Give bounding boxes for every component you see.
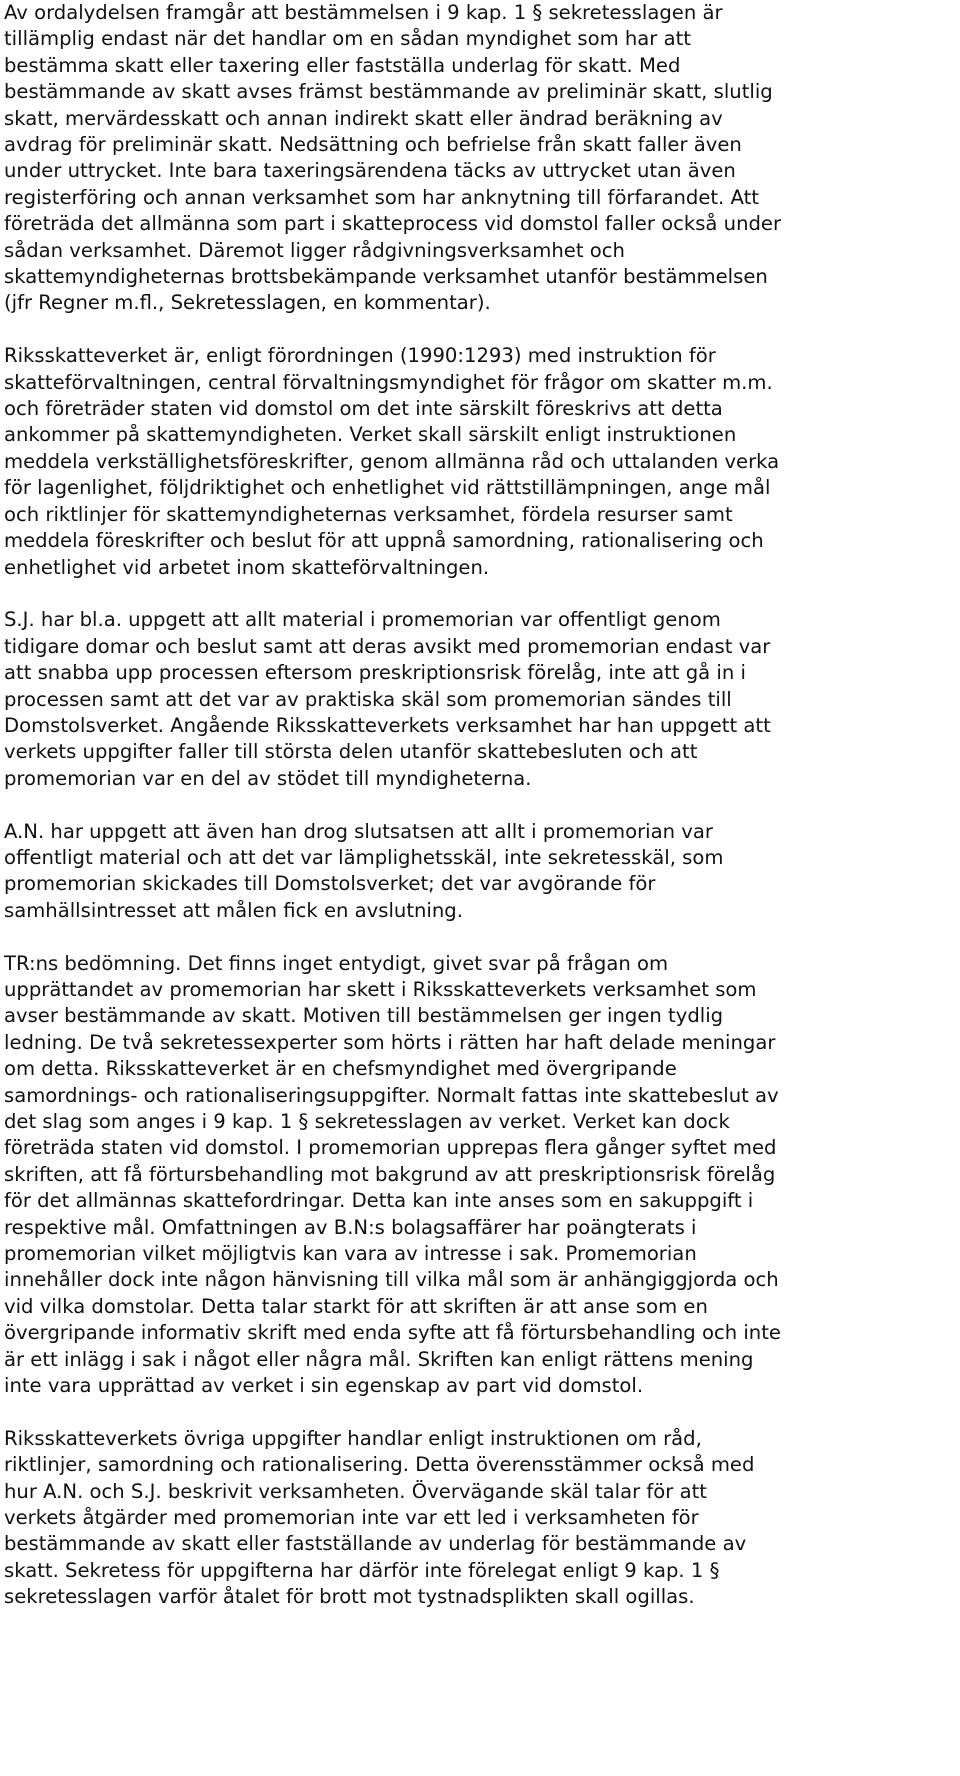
text-line: upprättandet av promemorian har skett i Riksskatteverkets verksamhet som [4, 977, 757, 1001]
text-line: skatt, mervärdesskatt och annan indirekt skatt eller ändrad beräkning av [4, 106, 723, 130]
text-line: promemorian var en del av stödet till myndigheterna. [4, 766, 532, 790]
text-line: det slag som anges i 9 kap. 1 § sekretesslagen av verket. Verket kan dock [4, 1110, 730, 1133]
text-line: processen samt att det var av praktiska skäl som promemorian sändes till [4, 687, 732, 711]
text-line: sekretesslagen varför åtalet för brott mot tystnadsplikten skall ogillas. [4, 1585, 695, 1609]
text-line: är ett inlägg i sak i något eller några mål. Skriften kan enligt rättens mening [4, 1347, 754, 1371]
text-line: för lagenlighet, följdriktighet och enhetlighet vid rättstillämpningen, ange mål [4, 476, 771, 500]
text-line: sådan verksamhet. Däremot ligger rådgivningsverksamhet och [4, 238, 625, 262]
text-line: bestämmande av skatt avses främst bestämmande av preliminär skatt, slutlig [4, 80, 773, 104]
text-line: hur A.N. och S.J. beskrivit verksamheten. Övervägande skäl talar för att [4, 1479, 707, 1503]
text-line: verkets uppgifter faller till största delen utanför skattebesluten och att [4, 740, 698, 764]
text-line: skatt. Sekretess för uppgifterna har därför inte förelegat enligt 9 kap. 1 § [4, 1558, 720, 1582]
text-line: respektive mål. Omfattningen av B.N:s bolagsaffärer har poängterats i [4, 1215, 697, 1239]
text-line: meddela föreskrifter och beslut för att uppnå samordning, rationalisering och [4, 529, 764, 553]
text-line: innehåller dock inte någon hänvisning till vilka mål som är anhängiggjorda och [4, 1268, 779, 1292]
text-line: skattemyndigheternas brottsbekämpande verksamhet utanför bestämmelsen [4, 265, 768, 289]
text-line: företräda staten vid domstol. I promemorian upprepas flera gånger syftet med [4, 1136, 777, 1160]
document-body [4, 0, 954, 1611]
text-line: Domstolsverket. Angående Riksskatteverkets verksamhet har han uppgett att [4, 713, 771, 737]
text-line: och företräder staten vid domstol om det inte särskilt föreskrivs att detta [4, 397, 723, 421]
text-line: bestämmande av skatt eller fastställande av underlag för bestämmande av [4, 1532, 747, 1556]
text-line: bestämma skatt eller taxering eller fastställa underlag för skatt. Med [4, 53, 681, 77]
text-line: övergripande informativ skrift med enda syfte att få förtursbehandling och inte [4, 1321, 781, 1345]
text-line: och riktlinjer för skattemyndigheternas verksamhet, fördela resurser samt [4, 502, 733, 526]
text-line: avdrag för preliminär skatt. Nedsättning och befrielse från skatt faller även [4, 133, 742, 157]
paragraph [4, 951, 954, 1400]
text-line: S.J. har bl.a. uppgett att allt material i promemorian var offentligt genom [4, 608, 721, 632]
text-line: meddela verkställighetsföreskrifter, genom allmänna råd och uttalanden verka [4, 449, 780, 473]
text-line: samhällsintresset att målen fick en avslutning. [4, 898, 463, 922]
text-line: Riksskatteverkets övriga uppgifter handlar enligt instruktionen om råd, [4, 1426, 702, 1450]
text-line: vid vilka domstolar. Detta talar starkt för att skriften är att anse som en [4, 1294, 708, 1318]
text-line: inte vara upprättad av verket i sin egenskap av part vid domstol. [4, 1374, 644, 1398]
paragraph [4, 0, 954, 317]
text-line: Riksskatteverket är, enligt förordningen (1990:1293) med instruktion för [4, 344, 716, 368]
text-line: TR:ns bedömning. Det finns inget entydigt, givet svar på frågan om [4, 951, 669, 975]
text-line: om detta. Riksskatteverket är en chefsmyndighet med övergripande [4, 1057, 677, 1081]
text-line: att snabba upp processen eftersom preskriptionsrisk förelåg, inte att gå in i [4, 661, 746, 685]
text-line: offentligt material och att det var lämplighetsskäl, inte sekretesskäl, som [4, 845, 724, 869]
text-line: Av ordalydelsen framgår att bestämmelsen i 9 kap. 1 § sekretesslagen är [4, 1, 723, 24]
text-line: registerföring och annan verksamhet som har anknytning till förfarandet. Att [4, 185, 759, 209]
text-line: verkets åtgärder med promemorian inte var ett led i verksamheten för [4, 1506, 699, 1530]
paragraph [4, 343, 954, 581]
text-line: promemorian vilket möjligtvis kan vara av intresse i sak. Promemorian [4, 1242, 697, 1266]
text-line: för det allmännas skattefordringar. Detta kan inte anses som en sakuppgift i [4, 1189, 754, 1213]
text-line: tillämplig endast när det handlar om en sådan myndighet som har att [4, 27, 691, 51]
text-line: promemorian skickades till Domstolsverket; det var avgörande för [4, 872, 656, 896]
text-line: skatteförvaltningen, central förvaltningsmyndighet för frågor om skatter m.m. [4, 370, 773, 394]
text-line: skriften, att få förtursbehandling mot bakgrund av att preskriptionsrisk förelåg [4, 1162, 776, 1186]
text-line: enhetlighet vid arbetet inom skatteförvaltningen. [4, 555, 490, 579]
text-line: ledning. De två sekretessexperter som hörts i rätten har haft delade meningar [4, 1030, 776, 1054]
text-line: samordnings- och rationaliseringsuppgifter. Normalt fattas inte skattebeslut av [4, 1083, 779, 1107]
text-line: tidigare domar och beslut samt att deras avsikt med promemorian endast var [4, 634, 771, 658]
text-line: (jfr Regner m.fl., Sekretesslagen, en kommentar). [4, 291, 491, 315]
text-line: ankommer på skattemyndigheten. Verket skall särskilt enligt instruktionen [4, 423, 737, 447]
text-line: A.N. har uppgett att även han drog slutsatsen att allt i promemorian var [4, 819, 713, 843]
paragraph [4, 607, 954, 792]
text-line: företräda det allmänna som part i skatteprocess vid domstol faller också under [4, 212, 782, 236]
paragraph [4, 1426, 954, 1611]
text-line: under uttrycket. Inte bara taxeringsärendena täcks av uttrycket utan även [4, 159, 736, 183]
paragraph [4, 819, 954, 925]
text-line: avser bestämmande av skatt. Motiven till bestämmelsen ger ingen tydlig [4, 1004, 724, 1028]
text-line: riktlinjer, samordning och rationalisering. Detta överensstämmer också med [4, 1453, 755, 1477]
